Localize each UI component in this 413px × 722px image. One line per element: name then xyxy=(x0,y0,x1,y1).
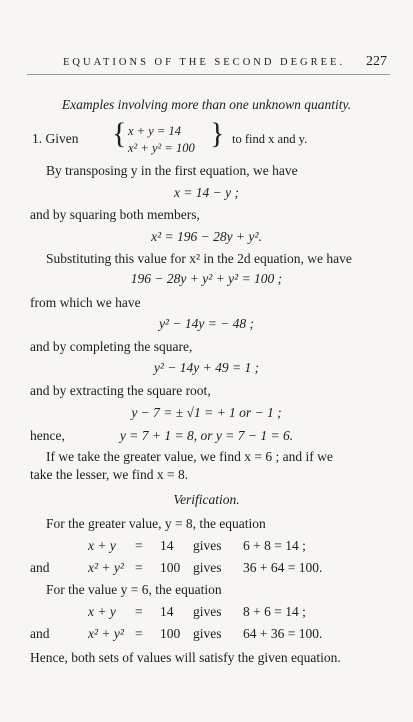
equation: y² − 14y = − 48 ; xyxy=(158,316,255,331)
text-line: and by extracting the square root, xyxy=(30,383,211,398)
equation: x² = 196 − 28y + y². xyxy=(151,229,262,244)
text-line: Substituting this value for x² in the 2d equation, we have xyxy=(46,251,352,266)
equation: y − 7 = ± √1 = + 1 or − 1 ; xyxy=(131,405,282,420)
section-title: Examples involving more than one unknown quantity. xyxy=(61,97,352,112)
right-brace: } xyxy=(210,117,225,150)
system-equation-1: x + y = 14 xyxy=(128,124,181,138)
left-brace: { xyxy=(112,117,127,150)
verification-intro: For the greater value, y = 8, the equation xyxy=(46,516,266,531)
text-line: from which we have xyxy=(30,295,141,310)
equation: x = 14 − y ; xyxy=(173,185,240,200)
running-header xyxy=(0,54,413,74)
example-label: 1. Given xyxy=(32,131,79,146)
text-line: hence, xyxy=(30,428,65,443)
equation: 196 − 28y + y² + y² = 100 ; xyxy=(130,271,283,286)
verification-intro: For the value y = 6, the equation xyxy=(46,582,222,597)
text-line: and by squaring both members, xyxy=(30,207,200,222)
text-line: and by completing the square, xyxy=(30,339,193,354)
book-page: EQUATIONS OF THE SECOND DEGREE. 227 Examples involving more than one unknown quantity. 1. Given { x + y = 14 x² + y² = 100 } to find x and y. By transposing y in the first equation, we have x = 14 − y ; and by squaring both members, x² = 196 − 28y + y². Substituting this value for x² in the 2d equation, we have 196 − 28y + y² + y² = 100 ; from which we have y² − 14y = − 48 ; and by completing the square, y² − 14y + 49 = 1 ; and by extracting the square root, y − 7 = ± √1 = + 1 or − 1 ; hence, y = 7 + 1 = 8, or y = 7 − 1 = 6. If we take the greater value, we find x = 6 ; and if we take the lesser, we find x = 8. Verification. For the greater value, y = 8, the equation x + y = 14 gives 6 + 8 = 14 ; and x² + y² = 100 gives 36 + 64 = 100. For the value y = 6, the equation x + y = 14 gives 8 + 6 = 14 ; and x² + y² = 100 gives 64 + 36 = 100. Hence, both sets of values will satisfy the given equation. xyxy=(0,0,413,722)
conclusion: Hence, both sets of values will satisfy the given equation. xyxy=(30,650,341,665)
text-line: take the lesser, we find x = 8. xyxy=(30,467,189,482)
example-tail: to find x and y. xyxy=(232,132,308,146)
verification-title: Verification. xyxy=(173,492,240,507)
header-rule xyxy=(27,74,390,75)
page-number: 227 xyxy=(366,54,387,69)
running-title: EQUATIONS OF THE SECOND DEGREE. xyxy=(63,57,346,68)
text-line: If we take the greater value, we find x = 6 ; and if we xyxy=(46,449,333,464)
system-equation-2: x² + y² = 100 xyxy=(128,141,195,155)
text-line: By transposing y in the first equation, we have xyxy=(46,163,298,178)
equation: y = 7 + 1 = 8, or y = 7 − 1 = 6. xyxy=(119,428,294,443)
equation: y² − 14y + 49 = 1 ; xyxy=(153,360,260,375)
